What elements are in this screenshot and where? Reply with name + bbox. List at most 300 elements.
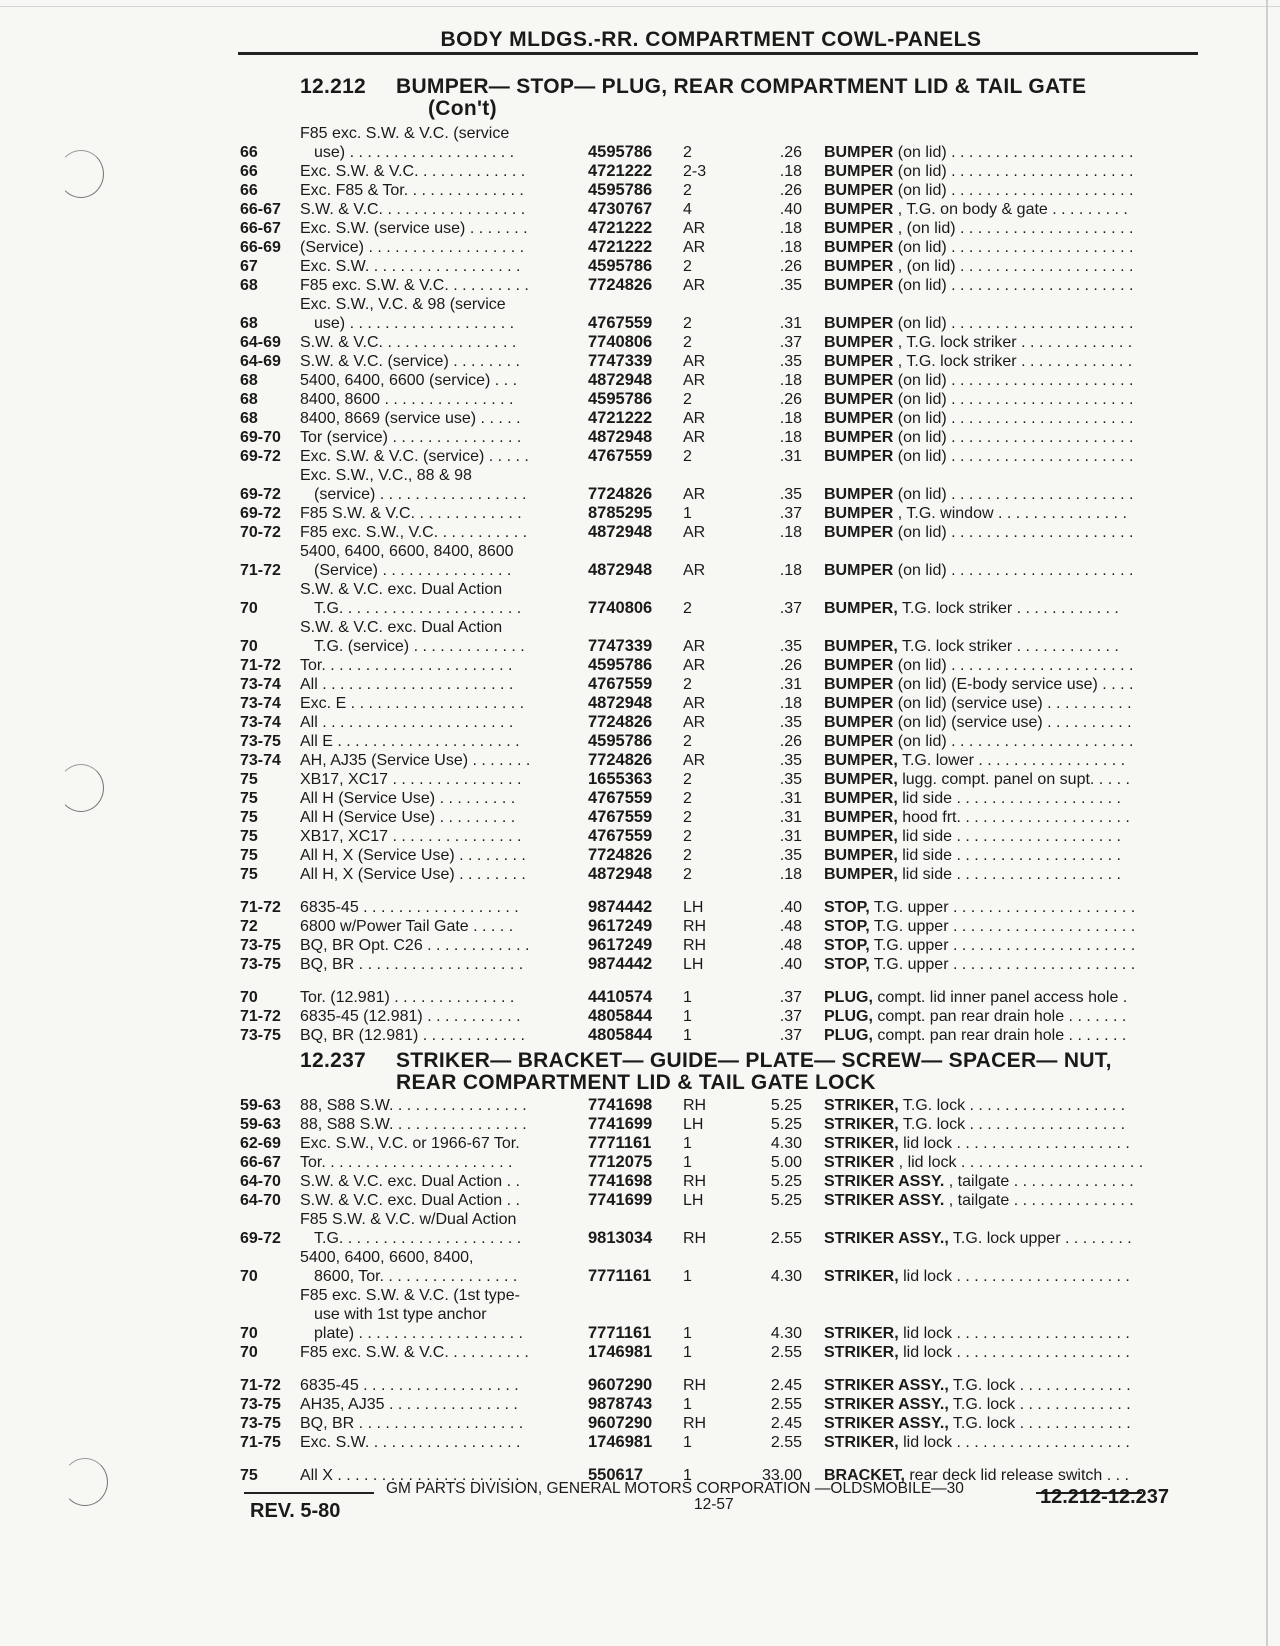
part-name-main: STRIKER — [824, 1154, 895, 1171]
part-name-detail: T.G. lock striker . . . . . . . . . . . . — [897, 600, 1119, 617]
description-line: (Service) . . . . . . . . . . . . . . . — [314, 562, 512, 579]
model-years: 75 — [240, 828, 258, 845]
description-line: All H, X (Service Use) . . . . . . . . — [300, 847, 526, 864]
price: .18 — [779, 562, 802, 579]
quantity: RH — [683, 1377, 707, 1394]
part-name-detail: (on lid) . . . . . . . . . . . . . . . . . . . . . — [893, 239, 1134, 256]
part-number: 1746981 — [588, 1343, 653, 1361]
description-line: Exc. S.W. & V.C. . . . . . . . . . . . . — [300, 163, 526, 180]
table-row — [240, 1376, 1240, 1395]
model-years: 75 — [240, 847, 258, 864]
price: 4.30 — [770, 1325, 802, 1342]
part-number: 4872948 — [588, 561, 653, 579]
part-name — [824, 1153, 1254, 1172]
part-name-main: BUMPER, — [824, 847, 898, 864]
table-row — [240, 713, 1240, 732]
part-name — [824, 1115, 1254, 1134]
description-line: 6835-45 (12.981) . . . . . . . . . . . — [300, 1008, 521, 1025]
price: 2.45 — [770, 1415, 802, 1432]
part-number: 9874442 — [588, 898, 653, 916]
quantity: 2 — [683, 448, 692, 465]
part-name — [824, 447, 1254, 466]
quantity: AR — [683, 429, 706, 446]
part-name-detail: lid lock . . . . . . . . . . . . . . . . . . . . — [898, 1434, 1130, 1451]
model-years: 75 — [240, 809, 258, 826]
description-line: F85 exc. S.W. & V.C. (service — [300, 125, 510, 142]
description-line: All . . . . . . . . . . . . . . . . . . . . . . — [300, 714, 514, 731]
table-row — [240, 694, 1240, 713]
part-name — [824, 181, 1254, 200]
part-name-detail: (on lid) . . . . . . . . . . . . . . . . . . . . . — [893, 524, 1134, 541]
model-years: 75 — [240, 790, 258, 807]
part-name — [824, 955, 1254, 974]
quantity: AR — [683, 524, 706, 541]
description-line: 88, S88 S.W. . . . . . . . . . . . . . . . — [300, 1097, 527, 1114]
part-number: 4767559 — [588, 447, 653, 465]
section-heading: BUMPER— STOP— PLUG, REAR COMPARTMENT LID & TAIL GATE — [396, 75, 1087, 98]
model-years: 73-74 — [240, 752, 281, 769]
quantity: 2 — [683, 182, 692, 199]
part-name-detail: lid lock . . . . . . . . . . . . . . . . . . . . — [898, 1135, 1130, 1152]
model-years: 68 — [240, 391, 258, 408]
part-number: 9607290 — [588, 1414, 653, 1432]
part-number: 4721222 — [588, 162, 653, 180]
model-years: 70 — [240, 1325, 258, 1342]
table-row — [240, 428, 1240, 447]
table-row — [240, 846, 1240, 865]
model-years: 66 — [240, 144, 258, 161]
part-name — [824, 846, 1254, 865]
part-name — [824, 276, 1254, 295]
part-name-main: BUMPER — [824, 391, 894, 408]
model-years: 64-69 — [240, 353, 281, 370]
part-name — [824, 1026, 1254, 1045]
model-years: 75 — [240, 1467, 258, 1484]
description-line: use) . . . . . . . . . . . . . . . . . . . — [314, 315, 515, 332]
table-row — [240, 675, 1240, 694]
table-row — [240, 580, 1240, 618]
price: .35 — [779, 771, 802, 788]
part-name-main: PLUG, — [824, 1027, 873, 1044]
description-line: T.G. . . . . . . . . . . . . . . . . . . . . — [314, 1230, 522, 1247]
part-name — [824, 898, 1254, 917]
quantity: 2 — [683, 315, 692, 332]
parts-list-12-237 — [240, 1096, 1240, 1485]
part-number: 4595786 — [588, 143, 653, 161]
part-number: 7724826 — [588, 713, 653, 731]
model-years: 66 — [240, 182, 258, 199]
part-name-main: PLUG, — [824, 1008, 873, 1025]
part-name-main: BUMPER — [824, 372, 894, 389]
part-name-main: BUMPER — [824, 201, 894, 218]
price: 4.30 — [770, 1135, 802, 1152]
part-name-detail: T.G. upper . . . . . . . . . . . . . . . . . . . . . — [869, 937, 1136, 954]
part-name — [824, 1414, 1254, 1433]
price: .18 — [779, 372, 802, 389]
part-name-main: STRIKER, — [824, 1434, 899, 1451]
section-number: 12.212 — [300, 75, 367, 98]
quantity: 1 — [683, 1135, 692, 1152]
model-years: 59-63 — [240, 1116, 281, 1133]
part-name-main: BUMPER — [824, 353, 894, 370]
quantity: AR — [683, 638, 706, 655]
quantity: 4 — [683, 201, 692, 218]
quantity: 2 — [683, 676, 692, 693]
description-line: F85 S.W. & V.C. . . . . . . . . . . . . — [300, 505, 522, 522]
table-row — [240, 257, 1240, 276]
part-name-detail: , T.G. lock striker . . . . . . . . . . . . . — [893, 334, 1133, 351]
model-years: 67 — [240, 258, 258, 275]
part-number: 4721222 — [588, 219, 653, 237]
quantity: 2 — [683, 144, 692, 161]
quantity: RH — [683, 1097, 707, 1114]
footer-page-number: 12-57 — [694, 1496, 734, 1513]
model-years: 70 — [240, 1268, 258, 1285]
part-number: 4805844 — [588, 1007, 653, 1025]
part-name-detail: , tailgate . . . . . . . . . . . . . . — [944, 1192, 1134, 1209]
part-name-main: BUMPER — [824, 277, 894, 294]
part-name-detail: lid side . . . . . . . . . . . . . . . . . . . — [897, 828, 1121, 845]
part-name-detail: (on lid) . . . . . . . . . . . . . . . . . . . . . — [893, 315, 1134, 332]
price: 2.55 — [770, 1230, 802, 1247]
part-number: 7741698 — [588, 1096, 653, 1114]
part-name-detail: lid lock . . . . . . . . . . . . . . . . . . . . — [898, 1344, 1130, 1361]
model-years: 71-72 — [240, 1377, 281, 1394]
quantity: 1 — [683, 1396, 692, 1413]
part-number: 1655363 — [588, 770, 653, 788]
quantity: 2 — [683, 334, 692, 351]
part-name — [824, 523, 1254, 542]
section-heading: STRIKER— BRACKET— GUIDE— PLATE— SCREW— SPACER— NUT, — [396, 1049, 1112, 1072]
part-name — [824, 656, 1254, 675]
part-name — [824, 1007, 1254, 1026]
row-spacer — [240, 1362, 1240, 1376]
description-line: Exc. S.W. & V.C. (service) . . . . . — [300, 448, 529, 465]
part-name-main: STRIKER ASSY. — [824, 1173, 945, 1190]
quantity: 1 — [683, 989, 692, 1006]
description-line: AH35, AJ35 . . . . . . . . . . . . . . . — [300, 1396, 518, 1413]
price: 5.25 — [770, 1192, 802, 1209]
table-row — [240, 295, 1240, 333]
price: .37 — [779, 989, 802, 1006]
model-years: 66-67 — [240, 1154, 281, 1171]
quantity: 2 — [683, 391, 692, 408]
part-name-main: STRIKER ASSY., — [824, 1377, 949, 1394]
quantity: 1 — [683, 1434, 692, 1451]
description-line: S.W. & V.C. exc. Dual Action . . — [300, 1173, 520, 1190]
part-name-detail: (on lid) . . . . . . . . . . . . . . . . . . . . . — [893, 448, 1134, 465]
part-name — [824, 1191, 1254, 1210]
price: .37 — [779, 1027, 802, 1044]
price: .31 — [779, 828, 802, 845]
model-years: 64-70 — [240, 1173, 281, 1190]
part-name-detail: (on lid) . . . . . . . . . . . . . . . . . . . . . — [893, 391, 1134, 408]
description-line: Tor. . . . . . . . . . . . . . . . . . . . . . — [300, 657, 513, 674]
table-row — [240, 1134, 1240, 1153]
section-title-12-237 — [300, 1050, 1112, 1094]
quantity: 2 — [683, 790, 692, 807]
model-years: 73-74 — [240, 714, 281, 731]
table-row — [240, 656, 1240, 675]
model-years: 73-75 — [240, 956, 281, 973]
description-line: 5400, 6400, 6600, 8400, 8600 — [300, 543, 514, 560]
description-line: BQ, BR . . . . . . . . . . . . . . . . . . . — [300, 1415, 524, 1432]
part-name — [824, 1324, 1254, 1343]
part-number: 9878743 — [588, 1395, 653, 1413]
part-number: 7741699 — [588, 1115, 653, 1133]
quantity: 2 — [683, 771, 692, 788]
table-row — [240, 238, 1240, 257]
table-row — [240, 181, 1240, 200]
part-name-main: BUMPER — [824, 695, 894, 712]
part-number: 7740806 — [588, 333, 653, 351]
quantity: 2-3 — [683, 163, 707, 180]
part-name-detail: (on lid) (E-body service use) . . . . — [893, 676, 1134, 693]
price: .37 — [779, 334, 802, 351]
part-name — [824, 732, 1254, 751]
price: .37 — [779, 600, 802, 617]
model-years: 66-67 — [240, 220, 281, 237]
part-name — [824, 371, 1254, 390]
part-name — [824, 808, 1254, 827]
model-years: 75 — [240, 771, 258, 788]
part-name — [824, 504, 1254, 523]
section-title-12-212 — [300, 76, 1086, 120]
table-row — [240, 732, 1240, 751]
price: .48 — [779, 937, 802, 954]
model-years: 71-72 — [240, 657, 281, 674]
part-name — [824, 1172, 1254, 1191]
table-row — [240, 162, 1240, 181]
part-number: 4595786 — [588, 390, 653, 408]
description-line: BQ, BR (12.981) . . . . . . . . . . . . — [300, 1027, 525, 1044]
part-name — [824, 936, 1254, 955]
part-name — [824, 162, 1254, 181]
description-line: All H (Service Use) . . . . . . . . . — [300, 790, 516, 807]
table-row — [240, 504, 1240, 523]
table-row — [240, 447, 1240, 466]
model-years: 69-72 — [240, 486, 281, 503]
part-name-main: BUMPER — [824, 676, 894, 693]
quantity: 2 — [683, 733, 692, 750]
model-years: 73-75 — [240, 733, 281, 750]
price: 4.30 — [770, 1268, 802, 1285]
part-name-main: BUMPER — [824, 486, 894, 503]
part-name-detail: (on lid) . . . . . . . . . . . . . . . . . . . . . — [893, 657, 1134, 674]
part-name-main: STRIKER, — [824, 1325, 899, 1342]
price: .26 — [779, 391, 802, 408]
part-number: 7747339 — [588, 352, 653, 370]
description-line: use) . . . . . . . . . . . . . . . . . . . — [314, 144, 515, 161]
price: .40 — [779, 956, 802, 973]
description-line: 5400, 6400, 6600, 8400, — [300, 1249, 474, 1266]
model-years: 71-75 — [240, 1434, 281, 1451]
footer-section-range: 12.212-12.237 — [1040, 1486, 1170, 1508]
table-row — [240, 751, 1240, 770]
part-name — [824, 352, 1254, 371]
part-name-detail: lid lock . . . . . . . . . . . . . . . . . . . . — [898, 1268, 1130, 1285]
part-name-main: STRIKER ASSY., — [824, 1415, 949, 1432]
model-years: 73-74 — [240, 676, 281, 693]
part-name-main: STRIKER, — [824, 1116, 899, 1133]
description-line: 6835-45 . . . . . . . . . . . . . . . . . . — [300, 1377, 519, 1394]
table-row — [240, 988, 1240, 1007]
price: .35 — [779, 847, 802, 864]
part-name-detail: T.G. lock . . . . . . . . . . . . . — [948, 1415, 1131, 1432]
part-name-main: BUMPER — [824, 163, 894, 180]
part-name-main: STRIKER, — [824, 1344, 899, 1361]
price: .48 — [779, 918, 802, 935]
part-name-detail: (on lid) . . . . . . . . . . . . . . . . . . . . . — [893, 562, 1134, 579]
table-row — [240, 1115, 1240, 1134]
description-line: AH, AJ35 (Service Use) . . . . . . . — [300, 752, 531, 769]
part-name-detail: T.G. lock . . . . . . . . . . . . . — [948, 1377, 1131, 1394]
price: .35 — [779, 714, 802, 731]
model-years: 70 — [240, 638, 258, 655]
footer-revision: REV. 5-80 — [250, 1500, 341, 1522]
part-name-detail: (on lid) . . . . . . . . . . . . . . . . . . . . . — [893, 277, 1134, 294]
price: .31 — [779, 315, 802, 332]
description-line: T.G. (service) . . . . . . . . . . . . . — [314, 638, 525, 655]
model-years: 66 — [240, 163, 258, 180]
description-line: F85 exc. S.W. & V.C. . . . . . . . . . — [300, 277, 529, 294]
part-number: 7741699 — [588, 1191, 653, 1209]
price: .26 — [779, 258, 802, 275]
footer-publisher: GM PARTS DIVISION, GENERAL MOTORS CORPORATION —OLDSMOBILE—30 — [386, 1480, 964, 1497]
table-row — [240, 865, 1240, 884]
part-name-detail: lid side . . . . . . . . . . . . . . . . . . . — [897, 866, 1121, 883]
page-right-edge — [1266, 0, 1268, 1646]
part-name — [824, 485, 1254, 504]
price: .35 — [779, 277, 802, 294]
quantity: AR — [683, 353, 706, 370]
model-years: 69-72 — [240, 1230, 281, 1247]
part-name-detail: , T.G. on body & gate . . . . . . . . . — [893, 201, 1128, 218]
part-name-main: BUMPER, — [824, 828, 898, 845]
part-name-main: BUMPER — [824, 220, 894, 237]
price: .18 — [779, 410, 802, 427]
part-name-detail: (on lid) . . . . . . . . . . . . . . . . . . . . . — [893, 163, 1134, 180]
description-line: 6835-45 . . . . . . . . . . . . . . . . . . — [300, 899, 519, 916]
description-line: (Service) . . . . . . . . . . . . . . . . . . — [300, 239, 525, 256]
part-name — [824, 143, 1254, 162]
part-name-detail: compt. pan rear drain hole . . . . . . . — [872, 1008, 1127, 1025]
table-row — [240, 789, 1240, 808]
price: .26 — [779, 144, 802, 161]
part-number: 4872948 — [588, 428, 653, 446]
part-name-main: BUMPER — [824, 733, 894, 750]
model-years: 70-72 — [240, 524, 281, 541]
part-name — [824, 770, 1254, 789]
description-line: S.W. & V.C. exc. Dual Action — [300, 581, 503, 598]
table-row — [240, 1191, 1240, 1210]
quantity: AR — [683, 657, 706, 674]
model-years: 71-72 — [240, 1008, 281, 1025]
part-number: 9874442 — [588, 955, 653, 973]
part-name-detail: (on lid) . . . . . . . . . . . . . . . . . . . . . — [893, 144, 1134, 161]
model-years: 70 — [240, 600, 258, 617]
price: .35 — [779, 752, 802, 769]
model-years: 71-72 — [240, 562, 281, 579]
part-name — [824, 1229, 1254, 1248]
model-years: 75 — [240, 866, 258, 883]
description-line: Exc. F85 & Tor. . . . . . . . . . . . . . — [300, 182, 524, 199]
part-name-main: STRIKER, — [824, 1135, 899, 1152]
table-row — [240, 936, 1240, 955]
part-name — [824, 1376, 1254, 1395]
table-row — [240, 124, 1240, 162]
part-name-main: BUMPER, — [824, 600, 898, 617]
description-line: 88, S88 S.W. . . . . . . . . . . . . . . . — [300, 1116, 527, 1133]
table-row — [240, 917, 1240, 936]
part-number: 8785295 — [588, 504, 653, 522]
part-name-main: STRIKER, — [824, 1097, 899, 1114]
part-name-main: BUMPER — [824, 315, 894, 332]
quantity: RH — [683, 1230, 707, 1247]
part-name — [824, 390, 1254, 409]
part-number: 7724826 — [588, 846, 653, 864]
part-name-main: BUMPER — [824, 524, 894, 541]
part-name — [824, 257, 1254, 276]
description-line: Exc. S.W. (service use) . . . . . . . — [300, 220, 528, 237]
table-row — [240, 1026, 1240, 1045]
binder-hole-top — [58, 150, 104, 198]
description-line: 5400, 6400, 6600 (service) . . . — [300, 372, 518, 389]
part-name — [824, 694, 1254, 713]
part-number: 4872948 — [588, 371, 653, 389]
table-row — [240, 371, 1240, 390]
quantity: 2 — [683, 866, 692, 883]
part-number: 9617249 — [588, 917, 653, 935]
table-row — [240, 409, 1240, 428]
quantity: 1 — [683, 505, 692, 522]
part-name-main: STRIKER, — [824, 1268, 899, 1285]
part-number: 7747339 — [588, 637, 653, 655]
description-line: Exc. S.W., V.C. or 1966-67 Tor. — [300, 1135, 520, 1152]
part-name-main: BUMPER — [824, 144, 894, 161]
model-years: 68 — [240, 372, 258, 389]
part-name-detail: (on lid) . . . . . . . . . . . . . . . . . . . . . — [893, 733, 1134, 750]
part-number: 4730767 — [588, 200, 653, 218]
table-row — [240, 1096, 1240, 1115]
table-row — [240, 1433, 1240, 1452]
part-name-main: STRIKER ASSY., — [824, 1230, 949, 1247]
table-row — [240, 827, 1240, 846]
part-number: 7712075 — [588, 1153, 653, 1171]
part-number: 4595786 — [588, 257, 653, 275]
price: .18 — [779, 220, 802, 237]
part-name-detail: compt. pan rear drain hole . . . . . . . — [872, 1027, 1127, 1044]
part-name — [824, 1134, 1254, 1153]
model-years: 72 — [240, 918, 258, 935]
table-row — [240, 1153, 1240, 1172]
binder-hole-bottom — [62, 1458, 108, 1506]
description-line: F85 exc. S.W., V.C. . . . . . . . . . . — [300, 524, 528, 541]
quantity: LH — [683, 1116, 704, 1133]
price: 33.00 — [761, 1467, 802, 1484]
quantity: 1 — [683, 1467, 692, 1484]
part-number: 4595786 — [588, 732, 653, 750]
part-name-main: BUMPER — [824, 239, 894, 256]
quantity: 1 — [683, 1344, 692, 1361]
part-number: 9813034 — [588, 1229, 653, 1247]
description-line: T.G. . . . . . . . . . . . . . . . . . . . . — [314, 600, 522, 617]
quantity: 2 — [683, 258, 692, 275]
description-line: Exc. S.W. . . . . . . . . . . . . . . . . . — [300, 258, 521, 275]
table-row — [240, 523, 1240, 542]
model-years: 70 — [240, 1344, 258, 1361]
part-name-detail: rear deck lid release switch . . . — [904, 1467, 1129, 1484]
